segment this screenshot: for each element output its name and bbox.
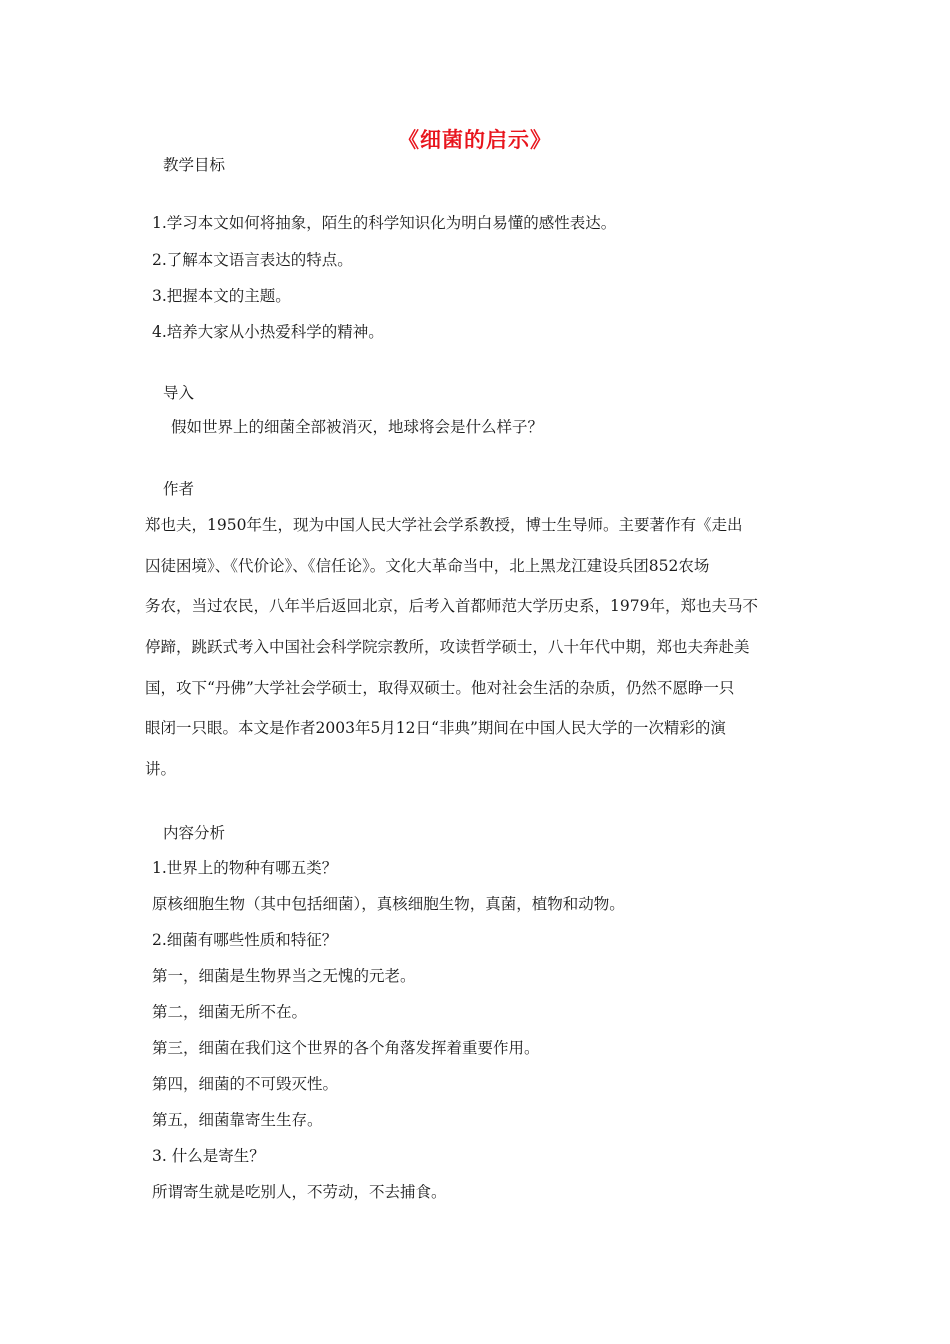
author-line: 停蹄，跳跃式考入中国社会科学院宗教所，攻读哲学硕士，八十年代中期，郑也夫奔赴美: [145, 638, 750, 657]
analysis-heading: 内容分析: [163, 824, 226, 842]
goal-item: 3.把握本文的主题。: [152, 287, 291, 305]
author-line: 国，攻下“丹佛”大学社会学硕士，取得双硕士。他对社会生活的杂质，仍然不愿睁一只: [145, 678, 735, 697]
goals-heading: 教学目标: [163, 156, 226, 174]
author-line: 讲。: [145, 760, 177, 779]
analysis-line: 第三，细菌在我们这个世界的各个角落发挥着重要作用。: [152, 1039, 540, 1057]
goal-item: 4.培养大家从小热爱科学的精神。: [152, 323, 384, 341]
goal-item: 2.了解本文语言表达的特点。: [152, 251, 353, 269]
intro-text: 假如世界上的细菌全部被消灭，地球将会是什么样子？: [171, 418, 544, 436]
analysis-line: 第四，细菌的不可毁灭性。: [152, 1075, 339, 1093]
analysis-line: 1.世界上的物种有哪五类？: [152, 859, 338, 877]
author-paragraph: [145, 515, 801, 800]
author-heading: 作者: [163, 480, 195, 498]
goal-item: 1.学习本文如何将抽象，陌生的科学知识化为明白易懂的感性表达。: [152, 214, 617, 232]
analysis-line: 所谓寄生就是吃别人，不劳动，不去捕食。: [152, 1183, 447, 1201]
analysis-line: 2.细菌有哪些性质和特征？: [152, 931, 338, 949]
analysis-line: 原核细胞生物（其中包括细菌），真核细胞生物，真菌，植物和动物。: [152, 895, 625, 913]
author-line: 郑也夫，1950年生，现为中国人民大学社会学系教授，博士生导师。主要著作有《走出: [145, 516, 743, 534]
author-line: 务农，当过农民，八年半后返回北京，后考入首都师范大学历史系，1979年，郑也夫马不: [145, 597, 758, 616]
document-title: 《细菌的启示》: [398, 128, 552, 152]
author-line: 眼闭一只眼。本文是作者2003年5月12日“非典”期间在中国人民大学的一次精彩的演: [145, 719, 726, 738]
analysis-line: 3. 什么是寄生？: [152, 1147, 265, 1165]
intro-heading: 导入: [163, 384, 195, 402]
analysis-line: 第五，细菌靠寄生生存。: [152, 1111, 323, 1129]
analysis-line: 第一，细菌是生物界当之无愧的元老。: [152, 967, 416, 985]
analysis-line: 第二，细菌无所不在。: [152, 1003, 308, 1021]
author-line: 囚徒困境》、《代价论》、《信任论》。文化大革命当中，北上黑龙江建设兵团852农场: [145, 556, 710, 575]
